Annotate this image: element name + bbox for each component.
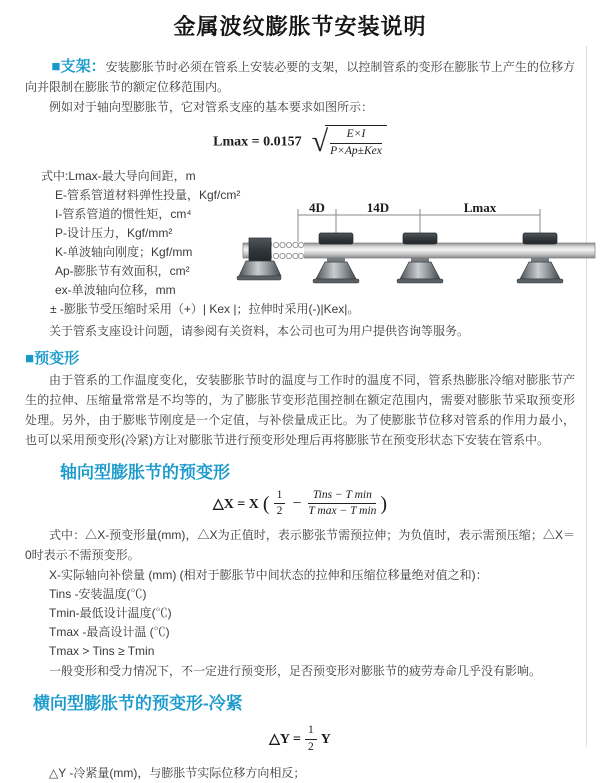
formula-lateral-rhs: Y	[320, 732, 331, 748]
half-fraction	[274, 489, 286, 520]
sqrt-expression	[312, 125, 387, 159]
formula-lmax-lhs: Lmax = 0.0157	[213, 134, 302, 150]
section-marker-icon: ■	[51, 58, 61, 75]
fraction-numerator: E×I	[330, 128, 382, 144]
definition-item: E-管系管道材料弹性投量，Kgf/cm²	[55, 187, 241, 202]
definition-plus-minus: ± -膨胀节受压缩时采用（+）| Kex |；拉伸时采用(-)|Kex|。	[50, 301, 360, 316]
definition-item: K-单波轴向刚度；Kgf/mm	[55, 244, 193, 259]
definition-item: Ap-膨胀节有效面积，cm²	[55, 263, 190, 278]
fraction-numerator: 1	[274, 489, 286, 505]
axial-x-definition: X-实际轴向补偿量 (mm) (相对于膨胀节中间状态的拉伸和压缩位移量绝对值之和)：	[49, 568, 488, 583]
definition-item: P-设计压力，Kgf/mm²	[55, 225, 173, 240]
axial-note: 一般变形和受力情况下，不一定进行预变形，足否预变形对膨胀节的疲劳寿命几乎没有影响。	[49, 664, 542, 679]
page-title: 金属波纹膨胀节安装说明	[173, 14, 427, 39]
pipe-diagram-svg	[243, 202, 595, 299]
temperature-fraction	[308, 489, 376, 520]
support-paragraph	[25, 57, 575, 97]
dimension-label-14d: 14D	[366, 200, 390, 215]
bellows-icon	[272, 242, 304, 259]
section-marker-icon: ■	[25, 349, 35, 367]
lateral-heading: 横向型膨胀节的预变形-冷紧	[33, 694, 243, 714]
temp-line: Tmax > Tins ≥ Tmin	[49, 644, 155, 659]
fraction-numerator: Tins − T min	[308, 489, 376, 505]
formula-axial-lhs: △X = X	[212, 496, 259, 512]
left-paren: (	[262, 492, 270, 515]
fraction	[330, 128, 382, 159]
definition-intro: 式中:Lmax-最大导向间距，m	[41, 168, 196, 183]
sqrt-content	[325, 125, 387, 159]
temp-line: Tins -安装温度(℃)	[49, 587, 147, 602]
predeform-heading-label: 预变形	[34, 349, 80, 367]
support-text: 安装膨胀节时必须在管系上安装必要的支架，以控制管系的变形在膨胀节上产生的位移方向并限制在膨胀节的额定位移范围内。	[25, 60, 575, 94]
half-fraction	[305, 724, 317, 755]
fraction-denominator: 2	[307, 740, 314, 753]
axial-explain: 式中：△X-预变形量(mm)，△X为正值时，表示膨张节需预拉伸；为负值时，表示需预压缩；△X＝0时表示不需预变形。	[25, 528, 575, 563]
right-paren: )	[380, 492, 388, 515]
fraction-denominator: T max − T min	[308, 505, 377, 518]
definition-item: ex-单波轴向位移，mm	[55, 282, 176, 297]
fraction-denominator: P×Ap±Kex	[330, 144, 382, 157]
dimension-label-lmax: Lmax	[463, 200, 497, 215]
radical-sign: √	[311, 124, 329, 158]
formula-axial	[25, 489, 575, 520]
scan-edge-line	[586, 46, 587, 747]
pipe-support-diagram	[243, 202, 595, 299]
minus-operator: −	[292, 494, 302, 512]
temp-line: Tmax -最高设计温 (℃)	[49, 625, 170, 640]
fraction-numerator: 1	[305, 724, 317, 740]
document-page	[0, 10, 600, 780]
formula-lateral	[25, 724, 575, 755]
formula-lmax	[25, 125, 575, 159]
fraction-denominator: 2	[276, 505, 283, 518]
definition-item: I-管系管道的惯性矩，cm⁴	[55, 206, 192, 221]
support-example-line: 例如对于轴向型膨胀节，它对管系支座的基本要求如图所示：	[49, 100, 374, 114]
dimension-label-4d: 4D	[309, 200, 325, 215]
support-note: 关于管系支座设计问题，请参阅有关资料，本公司也可为用户提供咨询等服务。	[49, 323, 470, 338]
temp-line: Tmin-最低设计温度(℃)	[49, 606, 172, 621]
support-section-label: 支架：	[60, 58, 106, 75]
predeform-body: 由于管系的工作温度变化，安装膨胀节时的温度与工作时的温度不同，管系热膨胀冷缩对膨胀节产生的拉伸、压缩量常常是不均等的，为了膨胀节变形范围控制在额定范围内，需要对膨胀节采取预变形处理。另外，由于膨账节刚度是一个定值，与补偿量成正比。为了使膨胀节位移对管系的作用力最小，也可以采用预变形(冷紧)方让对膨胀节进行预变形处理后再将膨胀节在预变形状态下安装在管系中。	[25, 372, 575, 447]
temperature-definitions	[25, 585, 575, 661]
formula-lateral-lhs: △Y =	[269, 732, 301, 748]
lateral-note: △Y -冷紧量(mm)，与膨胀节实际位移方向相反；	[49, 765, 306, 780]
predeform-heading	[25, 347, 575, 368]
axial-heading: 轴向型膨胀节的预变形	[60, 462, 230, 482]
